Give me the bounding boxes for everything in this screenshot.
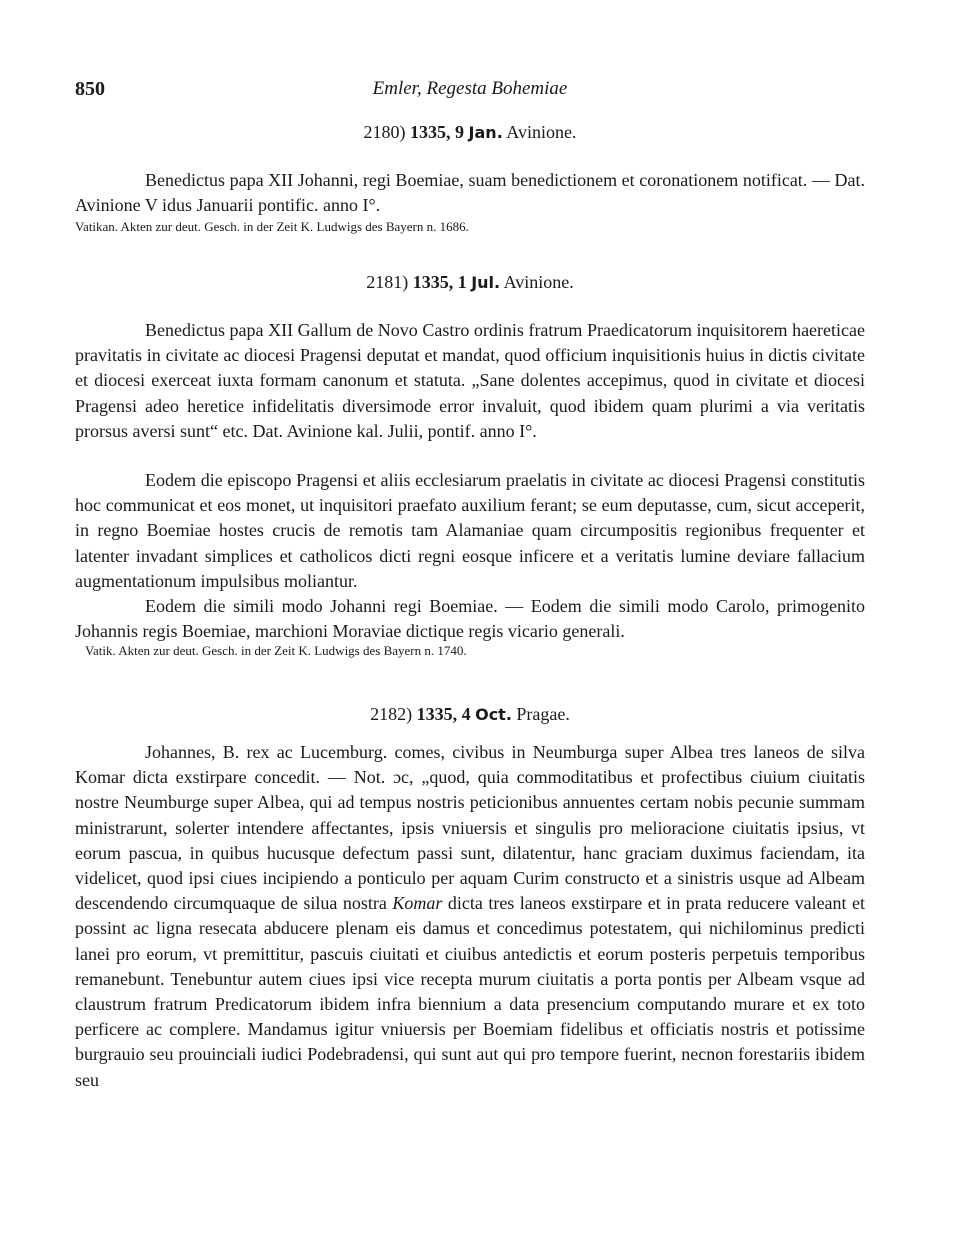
entry-year: 1335, [416,704,458,724]
entry-place: Avinione. [506,122,577,142]
entry-month: Jul. [471,273,501,292]
entry-heading-2182 [75,704,865,725]
entry-place: Pragae. [516,704,570,724]
entry-day: 4 [461,704,471,724]
entry-day: 1 [457,272,467,292]
running-header [75,78,865,106]
entry-year: 1335, [410,122,451,142]
entry-number: 2181) [366,272,409,292]
entry-paragraph [75,740,865,1093]
entry-heading-2180 [75,122,865,143]
entry-paragraph: Eodem die episcopo Pragensi et aliis ecclesiarum praelatis in civitate ac diocesi Pragensi constitutis hoc communicat et eos monet, ut inquisitori praefato auxilium ferant; se eum deputasse, cum, sicut acceperit, in regno Boemiae hostes crucis de remotis tam Alamaniae quam circumpositis regionibus frequenter et latenter invadant simplices et catholicos dicti regni eosque inficere et a veritatis lumine deviare fallacium augmentationum impulsibus moliantur. [75,470,865,591]
paragraph-text: Johannes, B. rex ac Lucemburg. comes, civibus in Neumburga super Albea tres laneos de silva Komar dicta exstirpare concedit. — Not. ɔc, „quod, quia commoditatibus et profectibus ciuium ciuitatis nostre Neumburge super Albea, qui ad tempus nostris peticionibus annuentes certam nobis pecunie summam ministrarunt, solerter intendere affectantes, ipsis vniuersis et singulis pro melioracione ciuitatis ipsius, vt eorum pascua, in quibus hucusque defectum passi sunt, dilatentur, hanc graciam duximus faciendam, ita videlicet, quod ipsi ciues incipiendo a ponticulo per aquam Curim constructo et a sinistris usque ad Albeam descendendo circumquaque de silua nostra [75,742,865,914]
entry-paragraph: Benedictus papa XII Johanni, regi Boemiae, suam benedictionem et coronationem notificat. — Dat. Avinione V idus Januarii pontific. anno I°. [75,170,865,216]
page-number: 850 [75,78,105,100]
place-name-komar: Komar [392,893,443,914]
entry-month: Oct. [475,705,512,724]
entry-paragraph: Eodem die simili modo Johanni regi Boemiae. — Eodem die simili modo Carolo, primogenito Johannis regis Boemiae, marchioni Moraviae dictique regis vicario generali. [75,596,865,642]
entry-day: 9 [455,122,465,142]
entry-heading-2181 [75,272,865,293]
entry-month: Jan. [468,123,503,142]
source-note: Vatik. Akten zur deut. Gesch. in der Zeit K. Ludwigs des Bayern n. 1740. [85,643,467,658]
source-note: Vatikan. Akten zur deut. Gesch. in der Zeit K. Ludwigs des Bayern n. 1686. [75,219,469,234]
running-title: Emler, Regesta Bohemiae [372,78,568,99]
entry-paragraph: Benedictus papa XII Gallum de Novo Castro ordinis fratrum Praedicatorum inquisitorem haereticae pravitatis in civitate ac diocesi Pragensi deputat et mandat, quod officium inquisitionis huius in dictis civitate et diocesi exerceat iuxta formam canonum et statuta. „Sane dolentes accepimus, quod in civitate et diocesi Pragensi adeo heretice infidelitatis diversimode error invaluit, quod ibidem quam plurimi a via veritatis prorsus aversi sunt“ etc. Dat. Avinione kal. Julii, pontif. anno I°. [75,320,865,441]
entry-place: Avinione. [503,272,574,292]
entry-number: 2182) [370,704,413,724]
entry-number: 2180) [363,122,406,142]
paragraph-text: dicta tres laneos exstirpare et in prata reducere valeant et possint ac ligna resecata abducere plenam eis damus et concedimus potestatem, qui nichilominus predicti lanei pro eorum, vt premittitur, pascuis ciuitati et ciuibus antedictis et eorum posteris perpetuis temporibus remanebunt. Tenebuntur autem ciues ipsi vice recepta murum ciuitatis a porta pontis per Albeam vsque ad claustrum fratrum Predicatorum ibidem infra biennium a data presencium computando murare et ex toto perficere ac complere. Mandamus igitur vniuersis per Boemiam fidelibus et officiatis nostris et potissime burgrauio seu prouinciali iudici Podebradensi, qui sunt aut qui pro tempore fuerint, necnon forestariis ibidem seu [75,893,866,1090]
entry-year: 1335, [412,272,454,292]
